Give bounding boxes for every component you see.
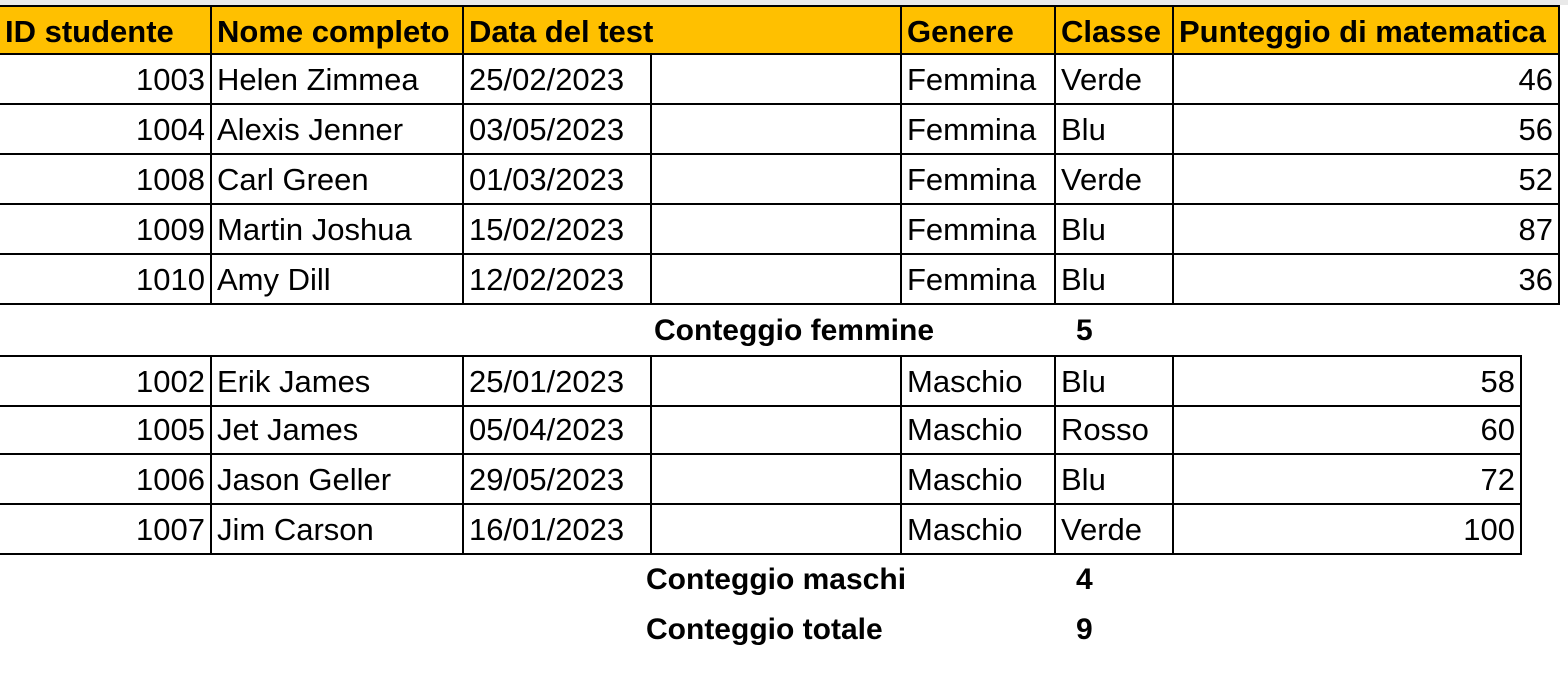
header-name[interactable]: Nome completo [212,5,464,55]
cell-empty[interactable] [652,455,902,505]
cell-name[interactable]: Jason Geller [212,455,464,505]
cell-score[interactable]: 36 [1174,255,1560,305]
header-class[interactable]: Classe [1056,5,1174,55]
total-count-value: 9 [1076,613,1093,646]
cell-empty[interactable] [652,255,902,305]
cell-score[interactable]: 87 [1174,205,1560,255]
cell-date[interactable]: 29/05/2023 [464,455,652,505]
cell-date[interactable]: 25/02/2023 [464,55,652,105]
cell-empty[interactable] [652,155,902,205]
table-row [0,505,1522,555]
cell-class[interactable]: Verde [1056,505,1174,555]
cell-date[interactable]: 16/01/2023 [464,505,652,555]
header-date[interactable]: Data del test [464,5,902,55]
table-row [0,155,1560,205]
header-id[interactable]: ID studente [0,5,212,55]
table-row [0,405,1522,455]
male-count-label: Conteggio maschi [646,563,907,596]
cell-gender[interactable]: Maschio [902,357,1056,407]
cell-name[interactable]: Amy Dill [212,255,464,305]
cell-name[interactable]: Martin Joshua [212,205,464,255]
header-row [0,5,1560,55]
cell-empty[interactable] [652,205,902,255]
cell-empty[interactable] [652,105,902,155]
header-score[interactable]: Punteggio di matematica [1174,5,1560,55]
cell-id[interactable]: 1010 [0,255,212,305]
cell-date[interactable]: 03/05/2023 [464,105,652,155]
cell-class[interactable]: Verde [1056,155,1174,205]
male-count-value: 4 [1076,563,1093,596]
cell-name[interactable]: Carl Green [212,155,464,205]
total-count-label: Conteggio totale [646,613,883,646]
cell-class[interactable]: Blu [1056,455,1174,505]
table-row [0,355,1522,407]
cell-id[interactable]: 1002 [0,357,212,407]
cell-class[interactable]: Blu [1056,205,1174,255]
cell-id[interactable]: 1003 [0,55,212,105]
cell-id[interactable]: 1004 [0,105,212,155]
cell-id[interactable]: 1009 [0,205,212,255]
cell-class[interactable]: Blu [1056,357,1174,407]
cell-date[interactable]: 12/02/2023 [464,255,652,305]
cell-gender[interactable]: Femmina [902,205,1056,255]
cell-name[interactable]: Jim Carson [212,505,464,555]
cell-gender[interactable]: Femmina [902,55,1056,105]
cell-id[interactable]: 1005 [0,405,212,455]
table-row [0,255,1560,305]
cell-score[interactable]: 46 [1174,55,1560,105]
table-row [0,55,1560,105]
cell-empty[interactable] [652,405,902,455]
cell-class[interactable]: Blu [1056,255,1174,305]
cell-name[interactable]: Jet James [212,405,464,455]
header-gender[interactable]: Genere [902,5,1056,55]
cell-class[interactable]: Blu [1056,105,1174,155]
cell-gender[interactable]: Femmina [902,255,1056,305]
cell-id[interactable]: 1006 [0,455,212,505]
cell-score[interactable]: 72 [1174,455,1522,505]
cell-date[interactable]: 01/03/2023 [464,155,652,205]
cell-gender[interactable]: Femmina [902,105,1056,155]
cell-gender[interactable]: Maschio [902,505,1056,555]
cell-name[interactable]: Helen Zimmea [212,55,464,105]
cell-score[interactable]: 100 [1174,505,1522,555]
cell-date[interactable]: 15/02/2023 [464,205,652,255]
cell-class[interactable]: Verde [1056,55,1174,105]
cell-gender[interactable]: Maschio [902,455,1056,505]
cell-date[interactable]: 25/01/2023 [464,357,652,407]
cell-score[interactable]: 56 [1174,105,1560,155]
cell-id[interactable]: 1007 [0,505,212,555]
cell-name[interactable]: Alexis Jenner [212,105,464,155]
cell-gender[interactable]: Femmina [902,155,1056,205]
cell-name[interactable]: Erik James [212,357,464,407]
cell-score[interactable]: 60 [1174,405,1522,455]
female-count-label: Conteggio femmine [654,314,935,347]
cell-score[interactable]: 58 [1174,357,1522,407]
cell-date[interactable]: 05/04/2023 [464,405,652,455]
cell-score[interactable]: 52 [1174,155,1560,205]
table-row [0,105,1560,155]
table-row [0,455,1522,505]
cell-id[interactable]: 1008 [0,155,212,205]
cell-class[interactable]: Rosso [1056,405,1174,455]
cell-empty[interactable] [652,55,902,105]
female-count-value: 5 [1076,314,1093,347]
cell-empty[interactable] [652,505,902,555]
cell-empty[interactable] [652,357,902,407]
cell-gender[interactable]: Maschio [902,405,1056,455]
table-row [0,205,1560,255]
